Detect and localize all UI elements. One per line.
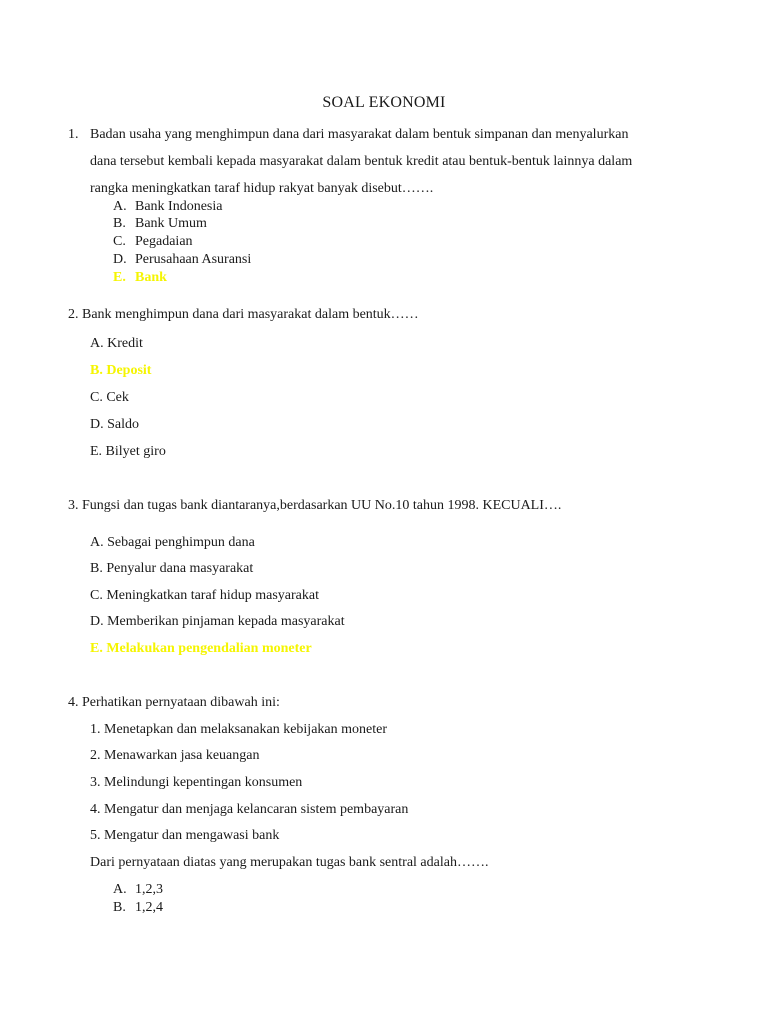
q1-option-b-text: Bank Umum [135, 216, 207, 231]
q1-option-d-letter: D. [113, 252, 127, 267]
q3-question: 3. Fungsi dan tugas bank diantaranya,berdasarkan UU No.10 tahun 1998. KECUALI…. [68, 498, 562, 513]
q1-option-a-letter: A. [113, 199, 127, 214]
q4-option-a [113, 881, 163, 899]
q1-option-a-text: Bank Indonesia [135, 199, 223, 214]
q1-option-d-text: Perusahaan Asuransi [135, 252, 252, 267]
q3-option-e-answer: E. Melakukan pengendalian moneter [90, 641, 312, 656]
q3-option-d: D. Memberikan pinjaman kepada masyarakat [90, 614, 345, 629]
q2-option-b-answer: B. Deposit [90, 363, 152, 378]
q1-option-d [113, 251, 251, 269]
q4-prompt: Dari pernyataan diatas yang merupakan tugas bank sentral adalah……. [90, 855, 489, 870]
q1-option-a [113, 198, 222, 216]
q2-option-d: D. Saldo [90, 417, 139, 432]
q4-statement-1: 1. Menetapkan dan melaksanakan kebijakan moneter [90, 722, 387, 737]
q4-option-a-text: 1,2,3 [135, 882, 163, 897]
q2-option-c: C. Cek [90, 390, 129, 405]
q3-option-b: B. Penyalur dana masyarakat [90, 561, 254, 576]
q1-text-line-3: rangka meningkatkan taraf hidup rakyat banyak disebut……. [90, 181, 434, 196]
q1-text-line-1: Badan usaha yang menghimpun dana dari masyarakat dalam bentuk simpanan dan menyalurkan [90, 127, 629, 142]
q2-question: 2. Bank menghimpun dana dari masyarakat dalam bentuk…… [68, 307, 419, 322]
q3-option-c: C. Meningkatkan taraf hidup masyarakat [90, 588, 319, 603]
q4-statement-4: 4. Mengatur dan menjaga kelancaran sistem pembayaran [90, 802, 409, 817]
q4-statement-5: 5. Mengatur dan mengawasi bank [90, 828, 280, 843]
q1-text-line-2: dana tersebut kembali kepada masyarakat dalam bentuk kredit atau bentuk-bentuk lainnya dalam [90, 154, 633, 169]
q4-statement-3: 3. Melindungi kepentingan konsumen [90, 775, 303, 790]
q1-number: 1. [68, 127, 79, 142]
q1-option-c-text: Pegadaian [135, 234, 193, 249]
q4-option-b [113, 899, 163, 917]
q2-option-a: A. Kredit [90, 336, 143, 351]
q2-option-e: E. Bilyet giro [90, 444, 166, 459]
q1-option-c [113, 233, 193, 251]
q1-option-e-answer [113, 269, 167, 287]
q1-option-e-text: Bank [135, 270, 167, 285]
q3-option-a: A. Sebagai penghimpun dana [90, 535, 255, 550]
q1-option-b [113, 215, 207, 233]
q4-statement-2: 2. Menawarkan jasa keuangan [90, 748, 260, 763]
q1-option-b-letter: B. [113, 216, 126, 231]
q4-option-a-letter: A. [113, 882, 127, 897]
q4-option-b-letter: B. [113, 900, 126, 915]
q1-option-e-letter: E. [113, 270, 126, 285]
page-title: SOAL EKONOMI [322, 94, 446, 111]
q1-option-c-letter: C. [113, 234, 126, 249]
q4-option-b-text: 1,2,4 [135, 900, 163, 915]
q4-question: 4. Perhatikan pernyataan dibawah ini: [68, 695, 280, 710]
